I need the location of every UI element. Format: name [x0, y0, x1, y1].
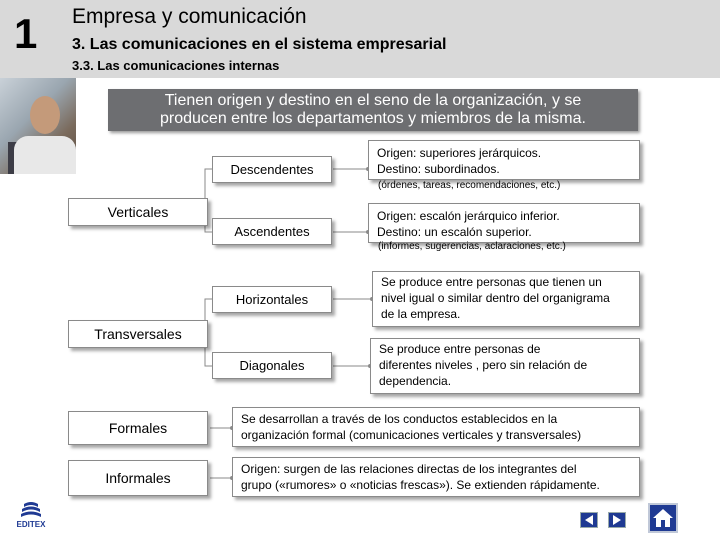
category-verticales — [68, 198, 208, 226]
desc-diagonales-line-2: diferentes niveles , pero sin relación de — [379, 358, 588, 372]
desc-descendentes — [368, 140, 640, 180]
desc-descendentes-line-2: Destino: subordinados. — [377, 162, 500, 176]
desc-formales-line-2: organización formal (comunicaciones verticales y transversales) — [241, 428, 582, 442]
desc-ascendentes-note: (informes, sugerencias, aclaraciones, etc.) — [378, 241, 566, 252]
page-subtitle: 3. Las comunicaciones en el sistema empresarial — [72, 36, 447, 53]
desc-formales-line-1: Se desarrollan a través de los conductos establecidos en la — [241, 412, 558, 426]
desc-ascendentes — [368, 203, 640, 243]
next-arrow-icon — [609, 513, 625, 527]
desc-informales-line-2: grupo («rumores» o «noticias frescas»). Se extienden rápidamente. — [241, 478, 600, 492]
desc-formales — [232, 407, 640, 447]
type-descendentes — [212, 156, 332, 183]
prev-arrow-icon — [581, 513, 597, 527]
type-diagonales — [212, 352, 332, 379]
category-informales — [68, 460, 208, 496]
logo-text: EDITEX — [16, 520, 46, 529]
desc-diagonales — [370, 338, 640, 394]
type-horizontales-label: Horizontales — [235, 292, 309, 307]
home-button[interactable] — [648, 503, 678, 533]
desc-informales-line-1: Origen: surgen de las relaciones directas de los integrantes del — [241, 462, 577, 476]
type-ascendentes — [212, 218, 332, 245]
next-button[interactable] — [608, 512, 626, 528]
prev-button[interactable] — [580, 512, 598, 528]
desc-descendentes-line-1: Origen: superiores jerárquicos. — [377, 146, 542, 160]
banner-line-1: Tienen origen y destino en el seno de la organización, y se — [164, 92, 582, 109]
type-descendentes-label: Descendentes — [230, 162, 314, 177]
type-horizontales — [212, 286, 332, 313]
desc-ascendentes-line-2: Destino: un escalón superior. — [377, 225, 532, 239]
type-diagonales-label: Diagonales — [239, 358, 305, 373]
category-transversales-label: Transversales — [94, 326, 182, 342]
category-formales-label: Formales — [108, 420, 168, 436]
desc-informales — [232, 457, 640, 497]
desc-ascendentes-line-1: Origen: escalón jerárquico inferior. — [377, 209, 560, 223]
type-ascendentes-label: Ascendentes — [234, 224, 310, 239]
desc-horizontales-line-1: Se produce entre personas que tienen un — [381, 275, 602, 289]
desc-descendentes-note: (órdenes, tareas, recomendaciones, etc.) — [378, 180, 561, 191]
category-transversales — [68, 320, 208, 348]
category-verticales-label: Verticales — [107, 204, 169, 220]
desc-horizontales — [372, 271, 640, 327]
home-icon — [650, 505, 676, 531]
editex-logo-icon — [12, 500, 50, 536]
category-informales-label: Informales — [105, 470, 171, 486]
desc-diagonales-line-3: dependencia. — [379, 374, 452, 388]
category-formales — [68, 411, 208, 445]
desc-horizontales-line-3: de la empresa. — [381, 307, 461, 321]
desc-diagonales-line-1: Se produce entre personas de — [379, 342, 541, 356]
chapter-number: 1 — [14, 10, 38, 57]
banner-line-2: producen entre los departamentos y miembros de la misma. — [160, 110, 586, 127]
desc-horizontales-line-2: nivel igual o similar dentro del organigrama — [381, 291, 610, 305]
page-title: Empresa y comunicación — [72, 5, 307, 28]
section-title: 3.3. Las comunicaciones internas — [72, 58, 280, 73]
